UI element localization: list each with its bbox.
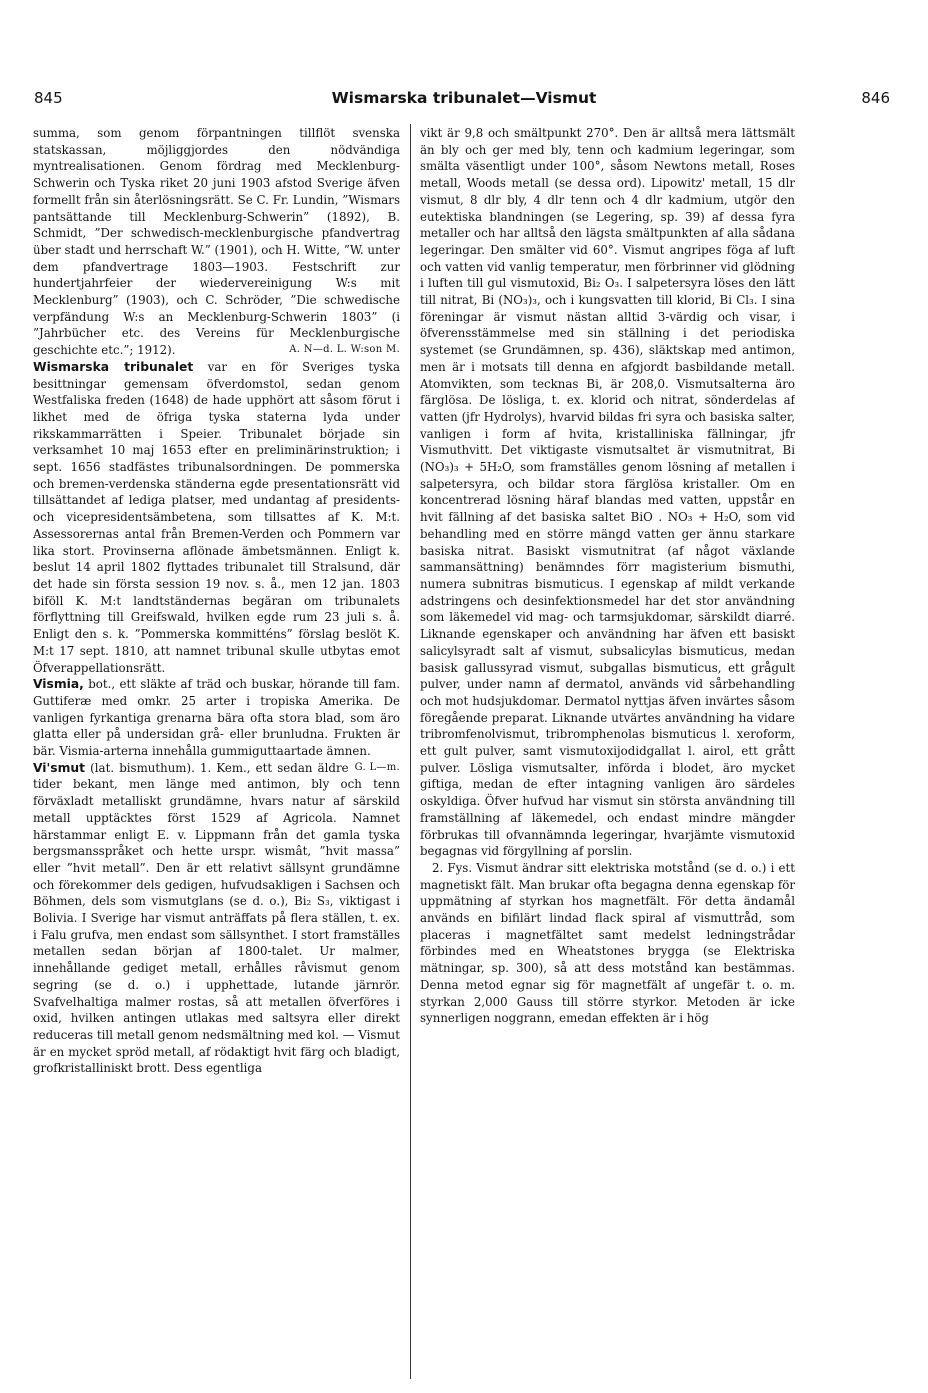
entry-text: (lat. bismuthum). 1. Kem., ett sedan äldre tider bekant, men länge med antimon, bly och tenn förväxladt metalliskt grundämne, hvars natur af särskild metall upptäcktes först 1529 af Agricola. Namnet härstammar enligt E. v. Lippmann från det gamla tyska bergsmansspråket och hette urspr. wismât, ”hvit massa” eller ”hvit metall”. Den är ett relativt sällsynt grundämne och förekommer dels gedigen, hufvudsakligen i Sachsen och Böhmen, dels som vismutglans (se d. o.), Bi₂ S₃, viktigast i Bolivia. I Sverige har vismut anträffats på flera ställen, t. ex. i Falu grufva, men endast som sällsynthet. I stort framställes metallen sedan början af 1800-talet. Ur malmer, innehållande gediget metall, erhålles råvismut genom segring (se d. o.) i upphettade, lutande järnrör. Svafvelhaltiga malmer rostas, så att metallen öfverföres i oxid, hvilken antingen utlakas med saltsyra eller direkt reduceras till metall genom nedsmältning med kol. — Vismut är en mycket spröd metall, af rödaktigt hvit färg och bladigt, grofkristalliniskt brott. Dess egentliga <box>33 760 400 1076</box>
paragraph-text: summa, som genom förpantningen tillflöt svenska statskassan, möjliggjordes den nödvändiga myntrealisationen. Genom fördrag med Mecklenburg-Schwerin och Tyska riket 20 juni 1903 afstod Sverige äfven formellt från sin återlösningsrätt. Se C. Fr. Lundin, ”Wismars pantsättande till Mecklenburg-Schwerin” (1892), B. Schmidt, ”Der schwedisch-mecklenburgische pfandvertrag über stadt und herrschaft W.” (1901), och H. Witte, ”W. unter dem pfandvertrage 1803—1903. Festschrift zur hundertjahrfeier der wiedervereinigung W:s mit Mecklenburg” (1903), och C. Schröder, ”Die schwedische verpfändung W:s an Mecklenburg-Schwerin 1803” (i ”Jahrbücher etc. des Vereins für Mecklenburgische geschichte etc.”; 1912). <box>33 126 400 358</box>
author-signature: A. N—d. L. W:son M. <box>289 344 400 356</box>
paragraph-wismar-pantsattning <box>33 125 400 359</box>
author-signature: G. L—m. <box>354 761 400 773</box>
entry-text: vikt är 9,8 och smältpunkt 270°. Den är alltså mera lättsmält än bly och ger med bly, tenn och kadmium legeringar, som smälta väsentligt under 100°, såsom Newtons metall, Roses metall, Woods metall (se dessa ord). Lipowitz' metall, 15 dlr vismut, 8 dlr bly, 4 dlr tenn och 4 dlr kadmium, utgör den eutektiska blandningen (se Legering, sp. 39) af dessa fyra metaller och har alltså den lägsta smältpunkten af alla sådana legeringar. Den smälter vid 60°. Vismut angripes föga af luft och vatten vid vanlig temperatur, men förbrinner vid glödning i luften till gul vismutoxid, Bi₂ O₃. I salpetersyra löses den lätt till nitrat, Bi (NO₃)₃, och i kungsvatten till klorid, Bi Cl₃. I sina föreningar är vismut nästan alltid 3-värdig och visar, i öfverensstämmelse med sin ställning i det periodiska systemet (se Grundämnen, sp. 436), släktskap med antimon, men är i motsats till denna en afgjordt basbildande metall. Atomvikten, som tecknas Bi, är 208,0. Vismutsalterna äro färglösa. De lösliga, t. ex. klorid och nitrat, sönderdelas af vatten (jfr Hydrolys), hvarvid bildas fri syra och basiska salter, vanligen i form af hvita, kristalliniska fällningar, jfr Vismuthvitt. Det viktigaste vismutsaltet är vismutnitrat, Bi (NO₃)₃ + 5H₂O, som framställes genom lösning af metallen i salpetersyra, och bildar stora färglösa kristaller. Om en koncentrerad lösning häraf blandas med vatten, uppstår en hvit fällning af det basiska saltet BiO . NO₃ + H₂O, som vid behandling med en större mängd vatten ger ännu starkare basiska nitrat. Basiskt vismutnitrat (af något växlande sammansättning) benämndes förr magisterium bismuthi, numera subnitras bismuticus. I egenskap af mildt verkande adstringens och desinfektionsmedel har det stor användning som läkemedel vid mag- och tarmsjukdomar, särskildt diarré. Liknande egenskaper och användning har äfven ett basiskt salicylsyradt salt af vismut, subsalicylas bismuticus, medan basisk gallussyrad vismut, subgallas bismuticus, ett grågult pulver, under namn af dermatol, används vid sårbehandling och mot hudsjukdomar. Dermatol nyttjas äfven invärtes såsom föregående preparat. Liknande utvärtes användning ha vidare tribromfenolvismut, tribromphenolas bismuticus l. xeroform, ett gult pulver, samt vismutoxijodidgallat l. airol, ett grått pulver. Lösliga vismutsalter, införda i blodet, äro mycket giftiga, medan de efter intagning vanligen äro särdeles oskyldiga. Öfver hufvud har vismut sin största användning till framställning af läkemedel, och endast mindre mängder förbrukas till ofvannämnda legeringar, hvarjämte vismutoxid begagnas vid förgyllning af porslin. <box>420 126 795 859</box>
page-number-left: 845 <box>34 89 63 107</box>
entry-text: bot., ett släkte af träd och buskar, hörande till fam. Guttiferæ med omkr. 25 arter i tropiska Amerika. De vanligen fyrkantiga grenarna bära ofta stora blad, som äro glatta eller på undersidan grå- eller brunludna. Frukten är bär. Vismia-arterna innehålla gummiguttaartade ämnen. <box>33 677 400 759</box>
entry-headword: Wismarska tribunalet <box>33 359 194 374</box>
entry-headword: Vismia, <box>33 677 84 692</box>
entry-wismarska-tribunalet <box>33 359 400 676</box>
page-number-right: 846 <box>861 89 890 107</box>
right-column <box>420 125 795 1380</box>
entry-text: var en för Sveriges tyska besittningar gemensam öfverdomstol, sedan genom Westfaliska freden (1648) de hade upphört att såsom förut i likhet med de öfriga tyska staterna lyda under rikskammarrätten i Speier. Tribunalet började sin verksamhet 10 maj 1653 efter en preliminärinstruktion; i sept. 1656 stadfästes tribunalsordningen. De pommerska och bremen-verdenska ständerna egde presentationsrätt vid tillsättandet af lediga platser, med undantag af presidents- och vicepresidentsämbetena, som tillsattes af K. M:t. Assessorernas antal från Bremen-Verden och Pommern var lika stort. Provinserna aflönade ämbetsmännen. Enligt k. beslut 14 april 1802 flyttades tribunalet till Stralsund, där det hade sin första session 19 nov. s. å., men 12 jan. 1803 biföll K. M:t landtständernas begäran om tribunalets förflyttning till Greifswald, hvilken egde rum 23 juli s. å. Enligt den s. k. ”Pommerska kommitténs” förslag beslöt K. M:t 17 sept. 1810, att namnet tribunal skulle utbytas emot Öfverappellationsrätt. <box>33 359 400 675</box>
entry-vismut-fysik <box>420 860 795 1027</box>
left-column <box>33 125 400 1380</box>
page-header <box>0 0 928 120</box>
entry-vismut <box>33 760 400 1077</box>
entry-headword: Vi'smut <box>33 760 86 775</box>
entry-vismut-continued <box>420 125 795 860</box>
entry-text: 2. Fys. Vismut ändrar sitt elektriska motstånd (se d. o.) i ett magnetiskt fält. Man brukar ofta begagna denna egenskap för uppmätning af styrkan hos magnetfält. För detta ändamål används en bifilärt lindad flack spiral af vismuttråd, som placeras i magnetfältet samt medelst ledningstrådar förbindes med en Wheatstones brygga (se Elektriska mätningar, sp. 300), så att dess motstånd kan bestämmas. Denna metod egnar sig för magnetfält af ungefär t. o. m. styrkan 2,000 Gauss till större styrkor. Metoden är icke synnerligen noggrann, emedan effekten är i hög <box>420 860 795 1026</box>
running-head-title: Wismarska tribunalet—Vismut <box>331 89 597 107</box>
column-divider <box>410 124 411 1379</box>
